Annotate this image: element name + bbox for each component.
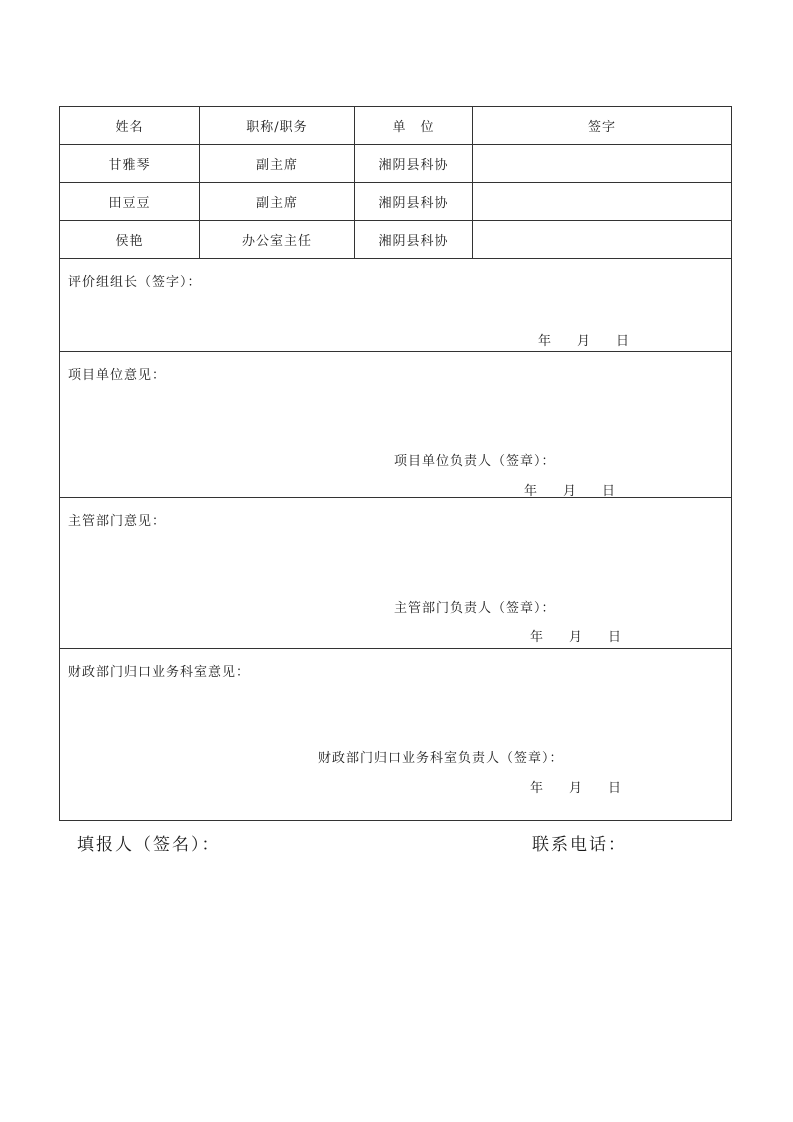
header-title: 职称/职务 — [200, 107, 355, 145]
header-signature: 签字 — [473, 107, 732, 145]
leader-section-row — [60, 259, 732, 352]
date-day: 日 — [608, 630, 622, 645]
member-title: 副主席 — [200, 183, 355, 221]
member-signature-field[interactable] — [473, 221, 732, 259]
member-name: 甘雅琴 — [60, 145, 200, 183]
member-unit: 湘阴县科协 — [355, 221, 473, 259]
contact-phone-label: 联系电话： — [532, 835, 627, 855]
table-header-row — [60, 107, 732, 145]
member-title: 办公室主任 — [200, 221, 355, 259]
leader-date — [538, 330, 629, 349]
supervisor-opinion-area[interactable] — [60, 498, 732, 649]
date-year: 年 — [530, 781, 544, 796]
leader-label: 评价组组长（签字）： — [68, 275, 202, 290]
supervisor-label: 主管部门意见： — [68, 514, 167, 529]
date-day: 日 — [602, 484, 616, 499]
supervisor-section-row — [60, 498, 732, 649]
member-unit: 湘阴县科协 — [355, 183, 473, 221]
date-year: 年 — [530, 630, 544, 645]
project-unit-signer: 项目单位负责人（签章）： — [394, 454, 556, 469]
member-signature-field[interactable] — [473, 183, 732, 221]
project-unit-date — [524, 480, 615, 499]
project-unit-section-row — [60, 352, 732, 498]
finance-label: 财政部门归口业务科室意见： — [68, 665, 251, 680]
leader-signature-area[interactable] — [60, 259, 732, 352]
date-month: 月 — [563, 484, 577, 499]
date-year: 年 — [524, 484, 538, 499]
member-signature-field[interactable] — [473, 145, 732, 183]
date-day: 日 — [616, 334, 630, 349]
header-unit: 单 位 — [355, 107, 473, 145]
table-row — [60, 221, 732, 259]
table-row — [60, 183, 732, 221]
date-year: 年 — [538, 334, 552, 349]
date-month: 月 — [577, 334, 591, 349]
finance-opinion-area[interactable] — [60, 649, 732, 821]
project-unit-opinion-area[interactable] — [60, 352, 732, 498]
finance-section-row — [60, 649, 732, 821]
table-row — [60, 145, 732, 183]
finance-date — [530, 777, 621, 796]
supervisor-date — [530, 626, 621, 645]
date-month: 月 — [569, 781, 583, 796]
supervisor-signer: 主管部门负责人（签章）： — [394, 601, 556, 616]
member-name: 田豆豆 — [60, 183, 200, 221]
finance-signer: 财政部门归口业务科室负责人（签章）： — [318, 751, 564, 766]
member-name: 侯艳 — [60, 221, 200, 259]
member-title: 副主席 — [200, 145, 355, 183]
project-unit-label: 项目单位意见： — [68, 368, 167, 383]
member-unit: 湘阴县科协 — [355, 145, 473, 183]
header-name: 姓名 — [60, 107, 200, 145]
date-day: 日 — [608, 781, 622, 796]
date-month: 月 — [569, 630, 583, 645]
evaluation-form-table — [59, 106, 732, 821]
filler-signature-label: 填报人（签名）： — [77, 835, 221, 855]
